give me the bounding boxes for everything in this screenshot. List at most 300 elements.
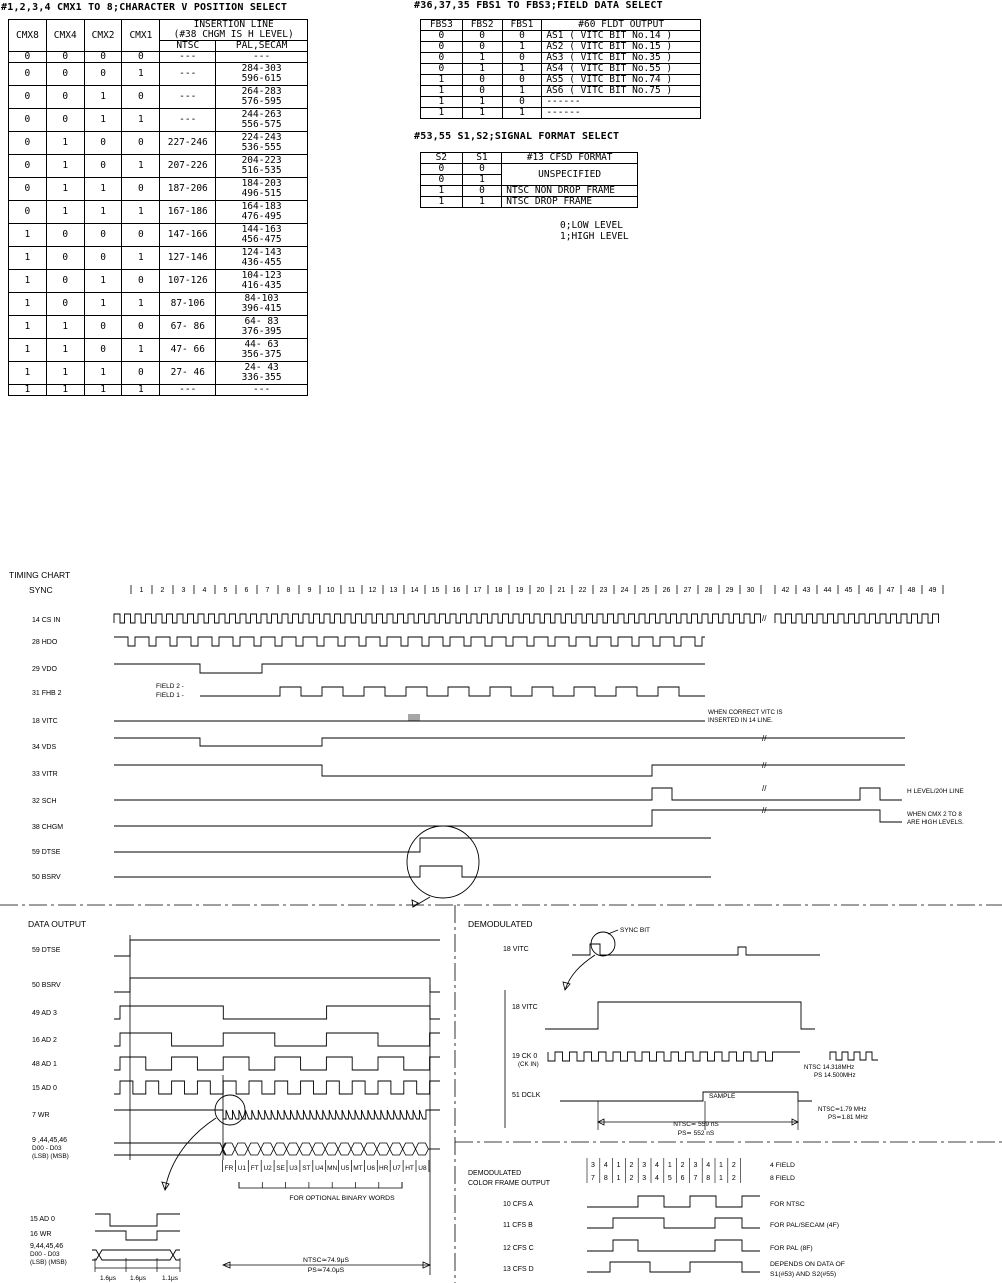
cmx-cell: 0: [122, 132, 160, 155]
ntsc-cell: 67- 86: [160, 316, 216, 339]
sync-number: 9: [307, 587, 312, 594]
pal-secam-cell: 144-163 456-475: [216, 224, 308, 247]
signal-cell: 1: [462, 197, 502, 208]
fbs-cell: 0: [462, 86, 502, 97]
bus-word-cell: [390, 1143, 403, 1155]
bus-word-label: MN: [327, 1165, 338, 1172]
detail-time-1: 1.6μs: [100, 1275, 117, 1282]
sync-number: 1: [139, 587, 144, 594]
signal-cell: 0: [421, 175, 463, 186]
vds-waveform: [114, 738, 905, 746]
ntsc-cell: 47- 66: [160, 339, 216, 362]
sync-number: 30: [746, 587, 755, 594]
cmx1-header: CMX1: [122, 20, 160, 52]
fbs-cell: 1: [421, 97, 463, 108]
bus-label: D00 - D03: [32, 1145, 62, 1152]
fbs-header: FBS3: [421, 20, 463, 31]
cfs-d-wave: [587, 1262, 760, 1272]
bus-word-label: MT: [353, 1165, 363, 1172]
sync-number: 10: [326, 587, 335, 594]
demod-vitc-label: 18 VITC: [512, 1004, 538, 1011]
period-ntsc: NTSC≃74.9μS: [303, 1257, 349, 1264]
cf-row2-number: 4: [655, 1175, 659, 1182]
cf-row1-number: 3: [693, 1162, 698, 1169]
cmx-cell: 1: [9, 385, 47, 396]
detail-signal-label: 15 AD 0: [30, 1216, 55, 1223]
fbs-cell: 1: [462, 97, 502, 108]
cmx-cell: 0: [122, 52, 160, 63]
fbs-cell: 1: [502, 64, 542, 75]
sync-number: 14: [410, 587, 419, 594]
high-level-note: 1;HIGH LEVEL: [560, 231, 629, 242]
signal-header: S2: [421, 153, 463, 164]
data-output-title: DATA OUTPUT: [28, 919, 87, 929]
ntsc-cell: 147-166: [160, 224, 216, 247]
cmx-cell: 1: [122, 155, 160, 178]
cfs-note: FOR NTSC: [770, 1201, 805, 1208]
ad-waveform: [114, 1033, 440, 1046]
cf-row2-number: 8: [706, 1175, 711, 1182]
cmx-cell: 1: [84, 178, 122, 201]
cmx-cell: 0: [46, 293, 84, 316]
arrow-head: [412, 900, 418, 907]
ntsc-cell: 167-186: [160, 201, 216, 224]
data-signal-label: 16 AD 2: [32, 1037, 57, 1044]
ntsc-cell: ---: [160, 109, 216, 132]
signal-header: #13 CFSD FORMAT: [502, 153, 638, 164]
ntsc-cell: 227-246: [160, 132, 216, 155]
sync-bit-leader: [608, 930, 618, 934]
signal-cell: 1: [462, 175, 502, 186]
vitr-waveform: [114, 765, 905, 776]
cmx-cell: 1: [9, 339, 47, 362]
cmx-cell: 1: [122, 385, 160, 396]
low-level-note: 0;LOW LEVEL: [560, 220, 623, 231]
cf-row2-number: 2: [731, 1175, 736, 1182]
cmx-cell: 0: [122, 224, 160, 247]
sync-bit-label: SYNC BIT: [620, 927, 650, 934]
sync-number: 42: [781, 587, 790, 594]
demod-vitc-top-label: 18 VITC: [503, 946, 529, 953]
cmx-cell: 0: [46, 247, 84, 270]
cmx-cell: 1: [122, 201, 160, 224]
pal-secam-cell: 104-123 416-435: [216, 270, 308, 293]
bus-word-label: FT: [250, 1165, 259, 1172]
detail-bus-label: D00 - D03: [30, 1251, 60, 1258]
sync-number: 44: [823, 587, 832, 594]
cmx-cell: 0: [9, 155, 47, 178]
signal-cell: 0: [421, 164, 463, 175]
fldt-output-cell: ------: [542, 97, 701, 108]
cmx-cell: 0: [84, 132, 122, 155]
bus-word-label: U7: [392, 1165, 401, 1172]
sync-number: 16: [452, 587, 461, 594]
ntsc-cell: 127-146: [160, 247, 216, 270]
signal-cell: 1: [421, 197, 463, 208]
sync-number: 28: [704, 587, 713, 594]
fbs-cell: 0: [502, 53, 542, 64]
fbs-table-title: #36,37,35 FBS1 TO FBS3;FIELD DATA SELECT: [414, 0, 663, 11]
cmx-cell: 0: [84, 63, 122, 86]
bus-word-cell: [248, 1143, 261, 1155]
data-signal-label: 50 BSRV: [32, 982, 61, 989]
ad-waveform: [114, 1057, 440, 1070]
timing-signal-label: 50 BSRV: [32, 874, 61, 881]
sync-number: 18: [494, 587, 503, 594]
cf-row2-number: 1: [719, 1175, 723, 1182]
pal-secam-cell: 184-203 496-515: [216, 178, 308, 201]
signal-cell: 0: [462, 164, 502, 175]
chgm-waveform: [114, 810, 902, 826]
cmx-cell: 0: [9, 63, 47, 86]
cmx-cell: 0: [46, 86, 84, 109]
timing-signal-label: 38 CHGM: [32, 824, 64, 831]
fbs-cell: 0: [421, 53, 463, 64]
ck-ntsc-freq: NTSC 14.318MHz: [804, 1064, 855, 1071]
cf-row2-number: 1: [616, 1175, 621, 1182]
cmx-cell: 0: [46, 63, 84, 86]
demod-ck-label: 19 CK 0: [512, 1053, 538, 1060]
sync-number: 29: [725, 587, 734, 594]
bus-word-cell: [377, 1143, 390, 1155]
bsrv-waveform: [114, 866, 711, 877]
cmx-cell: 0: [84, 247, 122, 270]
cfs-signal-label: 10 CFS A: [503, 1201, 533, 1208]
data-signal-label: 59 DTSE: [32, 947, 61, 954]
timing-signal-label: 59 DTSE: [32, 849, 61, 856]
cf-row1-number: 3: [591, 1162, 595, 1169]
dclk-ps-freq: PS≃1.81 MHz: [828, 1114, 868, 1121]
cfs-d-note: DEPENDS ON DATA OF: [770, 1261, 845, 1268]
demod-vitc-top: [572, 944, 820, 955]
demod-dclk-label: 51 DCLK: [512, 1092, 541, 1099]
ntsc-cell: ---: [160, 385, 216, 396]
fbs-cell: 0: [462, 75, 502, 86]
bus-line: [114, 1143, 226, 1155]
timing-signal-label: 34 VDS: [32, 744, 57, 751]
cfsd-format-cell: UNSPECIFIED: [502, 164, 638, 186]
bus-label: (LSB) (MSB): [32, 1153, 69, 1160]
sync-number: 22: [578, 587, 587, 594]
cf-row1-number: 3: [642, 1162, 647, 1169]
bus-word-label: SE: [276, 1165, 285, 1172]
timing-signal-label: 14 CS IN: [32, 617, 61, 624]
cmx-cell: 1: [84, 270, 122, 293]
bus-word-label: U2: [263, 1165, 272, 1172]
fbs-cell: 1: [462, 108, 502, 119]
field1-label: FIELD 1 -: [156, 692, 184, 699]
color-frame-label-2: COLOR FRAME OUTPUT: [468, 1180, 551, 1187]
chgm-note: ARE HIGH LEVELS.: [907, 819, 964, 826]
sch-note: H LEVEL/20H LINE: [907, 788, 964, 795]
wr-waveform: [114, 1110, 440, 1119]
cmx-cell: 1: [9, 362, 47, 385]
pal-secam-cell: 164-183 476-495: [216, 201, 308, 224]
bus-word-label: HR: [379, 1165, 389, 1172]
bus-word-label: U5: [340, 1165, 350, 1172]
sample-label: SAMPLE: [709, 1093, 736, 1100]
sync-number: 7: [265, 587, 270, 594]
bus-word-cell: [325, 1143, 338, 1155]
fldt-output-cell: AS1 ( VITC BIT No.14 ): [542, 31, 701, 42]
cmx8-header: CMX8: [9, 20, 47, 52]
dclk-period-ps: PS≃ 552 nS: [677, 1130, 715, 1137]
cmx-cell: 0: [84, 52, 122, 63]
pal-secam-cell: 244-263 556-575: [216, 109, 308, 132]
data-signal-label: 7 WR: [32, 1112, 50, 1119]
vdo-waveform: [114, 664, 705, 673]
cmx-cell: 1: [46, 339, 84, 362]
sync-number: 2: [160, 587, 165, 594]
timing-signal-label: 28 HDO: [32, 639, 58, 646]
cf-row1-number: 2: [731, 1162, 736, 1169]
vitc-note: WHEN CORRECT VITC IS: [708, 709, 783, 716]
bus-word-cell: [364, 1143, 377, 1155]
cf-row1-number: 4: [655, 1162, 659, 1169]
cmx-cell: 1: [84, 385, 122, 396]
period-pal: PS≃74.0μS: [307, 1267, 345, 1274]
pal-secam-cell: 44- 63 356-375: [216, 339, 308, 362]
sync-number: 13: [389, 587, 398, 594]
hdo-waveform: [114, 637, 705, 646]
demod-dclk-wave: [560, 1092, 812, 1101]
detail-signal-label: 16 WR: [30, 1231, 52, 1238]
cmx-cell: 1: [9, 224, 47, 247]
bus-word-cell: [222, 1143, 235, 1155]
bus-word-cell: [299, 1143, 312, 1155]
ntsc-cell: 187-206: [160, 178, 216, 201]
dclk-period-ntsc: NTSC≃ 559 nS: [673, 1121, 719, 1128]
demod-ck-wave: [548, 1052, 800, 1061]
ntsc-cell: ---: [160, 86, 216, 109]
optional-words-note: FOR OPTIONAL BINARY WORDS: [289, 1195, 395, 1202]
signal-cell: 0: [462, 186, 502, 197]
detail-bus-label: 9,44,45,46: [30, 1243, 64, 1250]
cf-row1-number: 1: [719, 1162, 723, 1169]
timing-signal-label: 32 SCH: [32, 798, 57, 805]
demod-vitc-wave: [545, 1002, 815, 1029]
cmx-cell: 0: [9, 86, 47, 109]
bus-word-label: ST: [302, 1165, 311, 1172]
fbs-cell: 0: [502, 97, 542, 108]
fbs-header: FBS2: [462, 20, 502, 31]
data-dtse-waveform: [114, 940, 440, 956]
cmx-cell: 1: [46, 201, 84, 224]
sync-number: 12: [368, 587, 377, 594]
cmx-cell: 0: [9, 132, 47, 155]
cmx-cell: 0: [122, 316, 160, 339]
signal-table-title: #53,55 S1,S2;SIGNAL FORMAT SELECT: [414, 131, 620, 142]
sync-number: 24: [620, 587, 629, 594]
pal-secam-cell: 124-143 436-455: [216, 247, 308, 270]
cmx-cell: 1: [46, 178, 84, 201]
cmx-cell: 0: [122, 86, 160, 109]
sync-number: 8: [286, 587, 291, 594]
bus-word-cell: [235, 1143, 248, 1155]
sync-number: 45: [844, 587, 853, 594]
cmx-cell: 0: [122, 362, 160, 385]
pal-secam-cell: ---: [216, 52, 308, 63]
cmx-cell: 1: [46, 385, 84, 396]
bus-word-cell: [274, 1143, 287, 1155]
cf-row2-number: 7: [693, 1175, 698, 1182]
fbs-cell: 0: [462, 42, 502, 53]
optional-bracket: [239, 1182, 402, 1188]
cf-row1-number: 4: [706, 1162, 711, 1169]
bus-word-label: U3: [289, 1165, 298, 1172]
sync-number: 17: [473, 587, 482, 594]
fbs-cell: 1: [462, 64, 502, 75]
sync-number: 46: [865, 587, 874, 594]
demodulated-title: DEMODULATED: [468, 919, 533, 929]
insertion-line-header: INSERTION LINE (#38 CHGM IS H LEVEL): [160, 20, 308, 41]
fldt-output-cell: AS4 ( VITC BIT No.55 ): [542, 64, 701, 75]
pal-secam-cell: 204-223 516-535: [216, 155, 308, 178]
bus-word-label: U6: [366, 1165, 376, 1172]
ntsc-cell: 87-106: [160, 293, 216, 316]
sync-number: 48: [907, 587, 916, 594]
cmx-cell: 1: [46, 362, 84, 385]
signal-cell: 1: [421, 186, 463, 197]
timing-signal-label: 31 FHB 2: [32, 690, 62, 697]
pal-secam-cell: 284-303 596-615: [216, 63, 308, 86]
cfs-signal-label: 13 CFS D: [503, 1266, 534, 1273]
bus-word-cell: [351, 1143, 364, 1155]
sync-number: 19: [515, 587, 524, 594]
sync-number: 43: [802, 587, 811, 594]
cfs-a-wave: [587, 1196, 760, 1207]
pal-secam-cell: 24- 43 336-355: [216, 362, 308, 385]
sync-number: 11: [347, 587, 356, 594]
cfsd-format-cell: NTSC NON DROP FRAME: [502, 186, 638, 197]
pal-secam-cell: 84-103 396-415: [216, 293, 308, 316]
fbs-cell: 1: [421, 86, 463, 97]
cmx-cell: 1: [9, 247, 47, 270]
cmx-cell: 0: [46, 52, 84, 63]
cmx4-header: CMX4: [46, 20, 84, 52]
cf-row1-number: 1: [616, 1162, 621, 1169]
demod-ck-sub: (CK IN): [518, 1061, 539, 1068]
timing-signal-label: 33 VITR: [32, 771, 58, 778]
ntsc-cell: 27- 46: [160, 362, 216, 385]
cmx-cell: 0: [9, 201, 47, 224]
detail-bus-label: (LSB) (MSB): [30, 1259, 67, 1266]
cf-row2-number: 8: [603, 1175, 608, 1182]
cmx-cell: 0: [122, 178, 160, 201]
sync-number: 26: [662, 587, 671, 594]
fldt-output-cell: AS6 ( VITC BIT No.75 ): [542, 86, 701, 97]
cmx-cell: 0: [9, 178, 47, 201]
sync-number: 3: [181, 587, 186, 594]
cmx-cell: 0: [9, 52, 47, 63]
cmx-cell: 1: [46, 132, 84, 155]
ntsc-header: NTSC: [160, 41, 216, 52]
cmx-cell: 1: [9, 316, 47, 339]
ntsc-cell: ---: [160, 52, 216, 63]
cfs-signal-label: 12 CFS C: [503, 1245, 534, 1252]
cfsd-format-cell: NTSC DROP FRAME: [502, 197, 638, 208]
cmx-cell: 0: [84, 224, 122, 247]
detail-time-3: 1.1μs: [162, 1275, 179, 1282]
chgm-note: WHEN CMX 2 TO 8: [907, 811, 962, 818]
cmx-table-title: #1,2,3,4 CMX1 TO 8;CHARACTER V POSITION SELECT: [1, 2, 288, 13]
timing-signal-label: 18 VITC: [32, 718, 58, 725]
break-mark: //: [762, 734, 767, 743]
bus-word-label: U1: [237, 1165, 247, 1172]
sch-waveform: [114, 788, 902, 800]
cf-row2-number: 6: [680, 1175, 685, 1182]
cmx-cell: 0: [9, 109, 47, 132]
bus-word-cell: [338, 1143, 351, 1155]
cmx-cell: 1: [84, 86, 122, 109]
break-mark: //: [762, 784, 767, 793]
cmx-cell: 1: [46, 155, 84, 178]
detail-time-2: 1.6μs: [130, 1275, 147, 1282]
cmx-cell: 1: [84, 293, 122, 316]
cf-row1-number: 1: [667, 1162, 672, 1169]
cmx-cell: 0: [84, 339, 122, 362]
cmx-cell: 0: [84, 155, 122, 178]
break-mark: //: [762, 614, 767, 623]
bus-word-cell: [287, 1143, 300, 1155]
cf-row1-number: 2: [629, 1162, 634, 1169]
cmx-cell: 0: [46, 224, 84, 247]
detail-wr: [95, 1231, 180, 1240]
bus-word-label: U8: [418, 1165, 427, 1172]
ad-waveform: [114, 1081, 440, 1094]
detail-ad0: [95, 1214, 180, 1226]
sync-number: 25: [641, 587, 650, 594]
bus-word-cell: [403, 1143, 416, 1155]
dtse-waveform: [114, 838, 711, 852]
cmx-cell: 1: [84, 362, 122, 385]
sync-number: 5: [223, 587, 228, 594]
cs-in-waveform: [114, 614, 939, 623]
cmx-cell: 1: [122, 339, 160, 362]
color-frame-label-1: DEMODULATED: [468, 1170, 522, 1177]
demod-ck-tail: [830, 1052, 878, 1060]
cfs-c-wave: [587, 1240, 760, 1251]
fldt-output-cell: AS3 ( VITC BIT No.35 ): [542, 53, 701, 64]
bus-word-label: HT: [405, 1165, 414, 1172]
ntsc-cell: 107-126: [160, 270, 216, 293]
bus-word-cell: [261, 1143, 274, 1155]
dclk-ntsc-freq: NTSC≃1.79 MHz: [818, 1106, 867, 1113]
break-mark: //: [762, 806, 767, 815]
cmx-cell: 0: [46, 109, 84, 132]
cmx-cell: 1: [84, 109, 122, 132]
ntsc-cell: ---: [160, 63, 216, 86]
cfs-note: FOR PAL/SECAM (4F): [770, 1222, 839, 1229]
bus-word-cell: [416, 1143, 429, 1155]
bus-word-label: FR: [224, 1165, 234, 1172]
fbs-cell: 1: [502, 42, 542, 53]
sync-number: 6: [244, 587, 249, 594]
field2-label: FIELD 2 -: [156, 683, 184, 690]
cmx2-header: CMX2: [84, 20, 122, 52]
timing-chart-title: TIMING CHART: [9, 570, 71, 580]
cmx-cell: 1: [9, 270, 47, 293]
cmx-cell: 1: [46, 316, 84, 339]
sync-number: 4: [202, 587, 207, 594]
pal-secam-cell: ---: [216, 385, 308, 396]
cfs-signal-label: 11 CFS B: [503, 1222, 533, 1229]
cmx-cell: 1: [9, 293, 47, 316]
pal-secam-cell: 64- 83 376-395: [216, 316, 308, 339]
cmx-cell: 0: [122, 270, 160, 293]
sync-label: SYNC: [29, 585, 53, 595]
cfs-d-note: S1(#53) AND S2(#55): [770, 1271, 837, 1278]
